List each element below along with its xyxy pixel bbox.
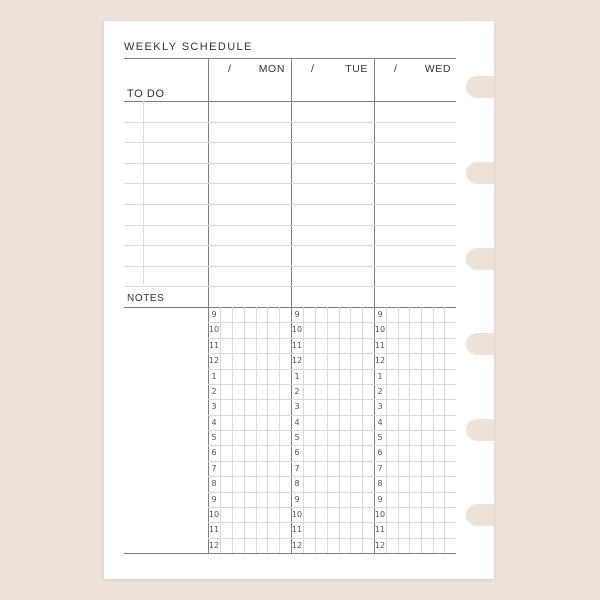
day-header-mon [208, 63, 291, 77]
quarter-column-line [327, 307, 328, 553]
todo-label: TO DO [127, 88, 165, 100]
todo-row-line [124, 204, 456, 205]
hour-label: 11 [208, 341, 220, 350]
hour-label: 10 [374, 510, 386, 519]
hour-label: 12 [374, 541, 386, 550]
binder-hole [466, 162, 494, 184]
hour-label: 11 [374, 525, 386, 534]
quarter-column-line [444, 307, 445, 553]
date-slash: / [311, 63, 315, 75]
todo-row-line [124, 122, 456, 123]
day-header-wed [374, 63, 457, 77]
quarter-column-line [398, 307, 399, 553]
quarter-column-line [244, 307, 245, 553]
quarter-column-line [315, 307, 316, 553]
todo-row-line [124, 142, 456, 143]
day-name: WED [424, 63, 451, 75]
binder-hole [466, 419, 494, 441]
todo-row-line [124, 163, 456, 164]
hour-label: 1 [211, 372, 217, 381]
todo-row-line [124, 245, 456, 246]
hour-label: 12 [374, 356, 386, 365]
todo-row-line [124, 183, 456, 184]
hour-label: 8 [294, 479, 300, 488]
hour-label: 12 [208, 356, 220, 365]
hour-label: 9 [211, 495, 217, 504]
quarter-column-line [220, 307, 221, 553]
quarter-column-line [339, 307, 340, 553]
hour-label: 1 [377, 372, 383, 381]
date-slash: / [394, 63, 398, 75]
todo-row-line [124, 225, 456, 226]
hour-label: 11 [291, 525, 303, 534]
hour-label: 5 [211, 433, 217, 442]
page-title: WEEKLY SCHEDULE [124, 41, 253, 53]
quarter-column-line [386, 307, 387, 553]
day-name: TUE [345, 63, 368, 75]
quarter-column-line [256, 307, 257, 553]
todo-row-line [124, 286, 456, 287]
date-slash: / [228, 63, 232, 75]
hour-label: 6 [377, 448, 383, 457]
quarter-column-line [303, 307, 304, 553]
bottom-rule [124, 553, 456, 554]
hour-label: 9 [294, 310, 300, 319]
hour-label: 12 [291, 541, 303, 550]
hour-label: 10 [374, 325, 386, 334]
day-name: MON [258, 63, 285, 75]
hour-label: 7 [377, 464, 383, 473]
quarter-column-line [350, 307, 351, 553]
hour-label: 10 [291, 325, 303, 334]
todo-checkbox-column [143, 101, 144, 284]
hour-label: 10 [291, 510, 303, 519]
hour-label: 5 [294, 433, 300, 442]
binder-hole [466, 504, 494, 526]
quarter-column-line [232, 307, 233, 553]
hour-label: 9 [377, 495, 383, 504]
hour-label: 8 [377, 479, 383, 488]
hour-label: 4 [211, 418, 217, 427]
hour-label: 9 [294, 495, 300, 504]
hour-label: 3 [294, 402, 300, 411]
hour-label: 12 [291, 356, 303, 365]
hour-label: 7 [211, 464, 217, 473]
hour-label: 7 [294, 464, 300, 473]
quarter-column-line [409, 307, 410, 553]
todo-row-line [124, 266, 456, 267]
quarter-column-line [362, 307, 363, 553]
hour-label: 6 [294, 448, 300, 457]
binder-hole [466, 333, 494, 355]
quarter-column-line [279, 307, 280, 553]
notes-label: NOTES [127, 293, 165, 304]
hour-label: 5 [377, 433, 383, 442]
hour-label: 2 [377, 387, 383, 396]
notes-rule [124, 307, 456, 308]
hour-label: 2 [211, 387, 217, 396]
binder-hole [466, 76, 494, 98]
hour-label: 9 [377, 310, 383, 319]
hour-label: 4 [294, 418, 300, 427]
quarter-column-line [421, 307, 422, 553]
hour-label: 1 [294, 372, 300, 381]
todo-rule [124, 101, 456, 102]
hour-label: 6 [211, 448, 217, 457]
quarter-column-line [267, 307, 268, 553]
hour-label: 10 [208, 325, 220, 334]
hour-label: 11 [291, 341, 303, 350]
hour-label: 3 [377, 402, 383, 411]
binder-hole [466, 248, 494, 270]
hour-label: 9 [211, 310, 217, 319]
hour-label: 8 [211, 479, 217, 488]
hour-label: 11 [374, 341, 386, 350]
hour-label: 11 [208, 525, 220, 534]
quarter-column-line [433, 307, 434, 553]
hour-label: 10 [208, 510, 220, 519]
hour-label: 4 [377, 418, 383, 427]
hour-label: 3 [211, 402, 217, 411]
top-rule [124, 58, 456, 59]
day-header-tue [291, 63, 374, 77]
hour-label: 2 [294, 387, 300, 396]
hour-label: 12 [208, 541, 220, 550]
